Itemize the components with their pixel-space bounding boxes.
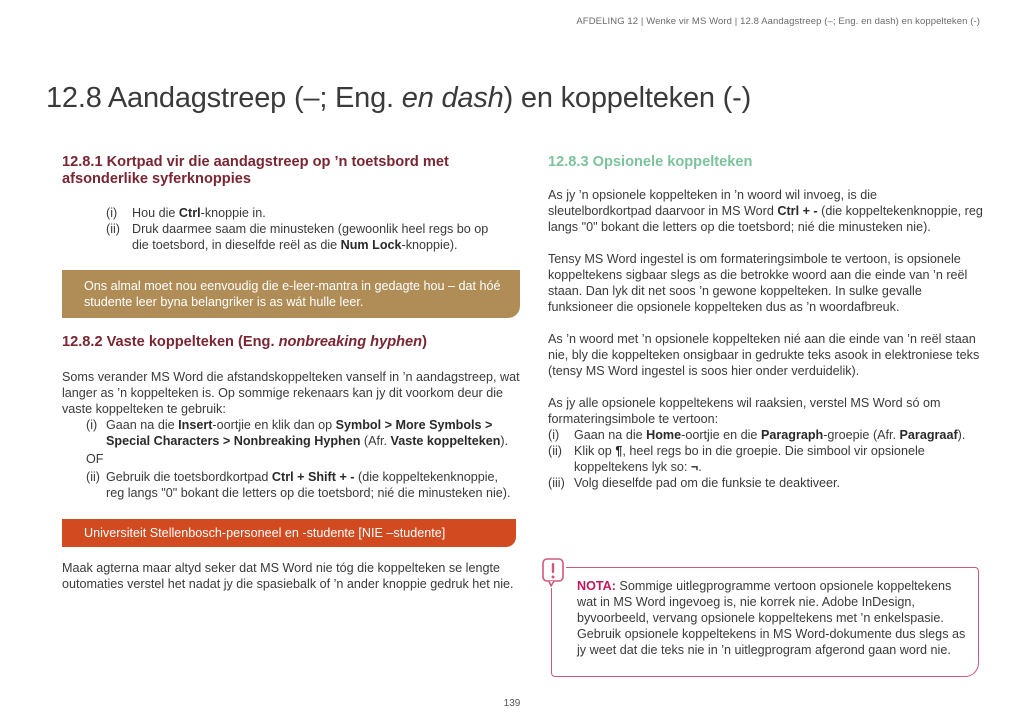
section-intro: Soms verander MS Word die afstandskoppelteken vanself in ’n aandagstreep, wat langer as ’n koppelteken is. Op sommige rekenaars kan jy dit voorkom deur die vaste koppelteken te gebruik: xyxy=(62,370,520,416)
step-text: Gebruik die toetsbordkortpad Ctrl + Shift + - (die koppeltekenknoppie, reg langs "0" bokant die letters op die toetsbord; nié die minusteken nie). xyxy=(106,470,511,500)
nota-box xyxy=(551,567,979,677)
warning-icon xyxy=(540,558,566,588)
paragraph: Tensy MS Word ingestel is om formateringsimbole te vertoon, is opsionele koppeltekens sigbaar slegs as die betrokke woord aan die einde van ’n reël staan. Dan lyk dit net soos ’n gewone koppelteken. In sulke gevalle funksioneer die opsionele koppelteken dus as ’n woordafbreuk. xyxy=(548,252,968,314)
step-text: Volg dieselfde pad om die funksie te deaktiveer. xyxy=(574,476,841,490)
page-number: 139 xyxy=(503,698,521,709)
example-bar xyxy=(62,519,516,547)
section-heading-12-8-2: 12.8.2 Vaste koppelteken (Eng. nonbreaking hyphen) xyxy=(62,334,427,350)
list-item xyxy=(548,427,984,443)
optional-hyphen-steps xyxy=(548,427,984,491)
section-heading-12-8-1: 12.8.1 Kortpad vir die aandagstreep op ’n toetsbord met afsonderlike syferknoppies xyxy=(62,154,449,187)
closing-paragraph: Maak agterna maar altyd seker dat MS Word nie tóg die koppelteken se lengte outomaties verstel het nadat jy die spasiebalk of ’n ander knoppie gedruk het nie. xyxy=(62,561,514,591)
list-item xyxy=(106,221,506,253)
step-number: (ii) xyxy=(86,470,100,484)
title-italic: en dash xyxy=(401,82,504,114)
shortcut-steps xyxy=(106,205,506,253)
left-column xyxy=(62,154,520,592)
step-text: Gaan na die Insert-oortjie en klik dan op Symbol > More Symbols > Special Characters > Nonbreaking Hyphen (Afr. Vaste koppelteken). xyxy=(106,418,509,448)
step-number: (i) xyxy=(548,428,560,442)
list-item xyxy=(86,417,518,449)
nota-label: NOTA: xyxy=(577,579,616,593)
mantra-callout xyxy=(62,270,520,318)
list-item-or: OF xyxy=(86,452,104,466)
step-text: Klik op ¶, heel regs bo in die groepie. Die simbool vir opsionele koppeltekens lyk so: ¬. xyxy=(574,444,925,474)
nota-text: NOTA: Sommige uitlegprogramme vertoon opsionele koppeltekens wat in MS Word ingevoeg is, nie korrek nie. Adobe InDesign, byvoorbeeld, vervang opsionele koppeltekens met ’n enkelspasie. Gebruik opsionele koppeltekens in MS Word-dokumente dus slegs as jy weet dat die teks nie in ’n uitlegprogram afgerond gaan word nie. xyxy=(577,579,966,657)
callout-text: Ons almal moet nou eenvoudig die e-leer-mantra in gedagte hou – dat hóé studente leer byna belangriker is as wát hulle leer. xyxy=(84,279,501,309)
page-title xyxy=(46,82,751,115)
paragraph: As jy ’n opsionele koppelteken in ’n woord wil invoeg, is die sleutelbordkortpad daarvoor in MS Word Ctrl + - (die koppeltekenknoppie, reg langs "0" bokant die letters op die toetsbord; nié die minusteken nie). xyxy=(548,188,983,234)
step-text: Gaan na die Home-oortjie en die Paragraph-groepie (Afr. Paragraaf). xyxy=(574,428,966,442)
step-number: (ii) xyxy=(106,222,120,236)
list-item xyxy=(548,475,984,491)
paragraph: As ’n woord met ’n opsionele koppelteken nié aan die einde van ’n reël staan nie, bly die koppelteken onsigbaar in gedrukte teks asook in elektroniese teks (tensy MS Word ingestel is soos hier onder verduidelik). xyxy=(548,332,980,378)
step-number: (i) xyxy=(106,206,118,220)
section-heading-12-8-3: 12.8.3 Opsionele koppelteken xyxy=(548,154,753,170)
title-suffix: ) en koppelteken (-) xyxy=(503,82,752,114)
title-prefix: 12.8 Aandagstreep (–; Eng. xyxy=(46,82,402,114)
example-text: Universiteit Stellenbosch-personeel en -studente [NIE –studente] xyxy=(84,526,446,540)
right-column xyxy=(548,154,984,491)
step-text: Hou die Ctrl-knoppie in. xyxy=(132,206,266,220)
list-item xyxy=(86,469,518,501)
step-number: (ii) xyxy=(548,444,562,458)
paragraph: As jy alle opsionele koppeltekens wil raaksien, verstel MS Word só om formateringsimbole te vertoon: xyxy=(548,396,941,426)
list-item xyxy=(548,443,984,475)
step-number: (i) xyxy=(86,418,98,432)
running-head: AFDELING 12 | Wenke vir MS Word | 12.8 Aandagstreep (–; Eng. en dash) en koppelteken (-) xyxy=(576,16,980,27)
nonbreaking-steps xyxy=(86,417,518,501)
step-text: Druk daarmee saam die minusteken (gewoonlik heel regs bo op die toetsbord, in dieselfde reël as die Num Lock-knoppie). xyxy=(132,222,489,252)
step-number: (iii) xyxy=(548,476,565,490)
list-item xyxy=(106,205,506,221)
